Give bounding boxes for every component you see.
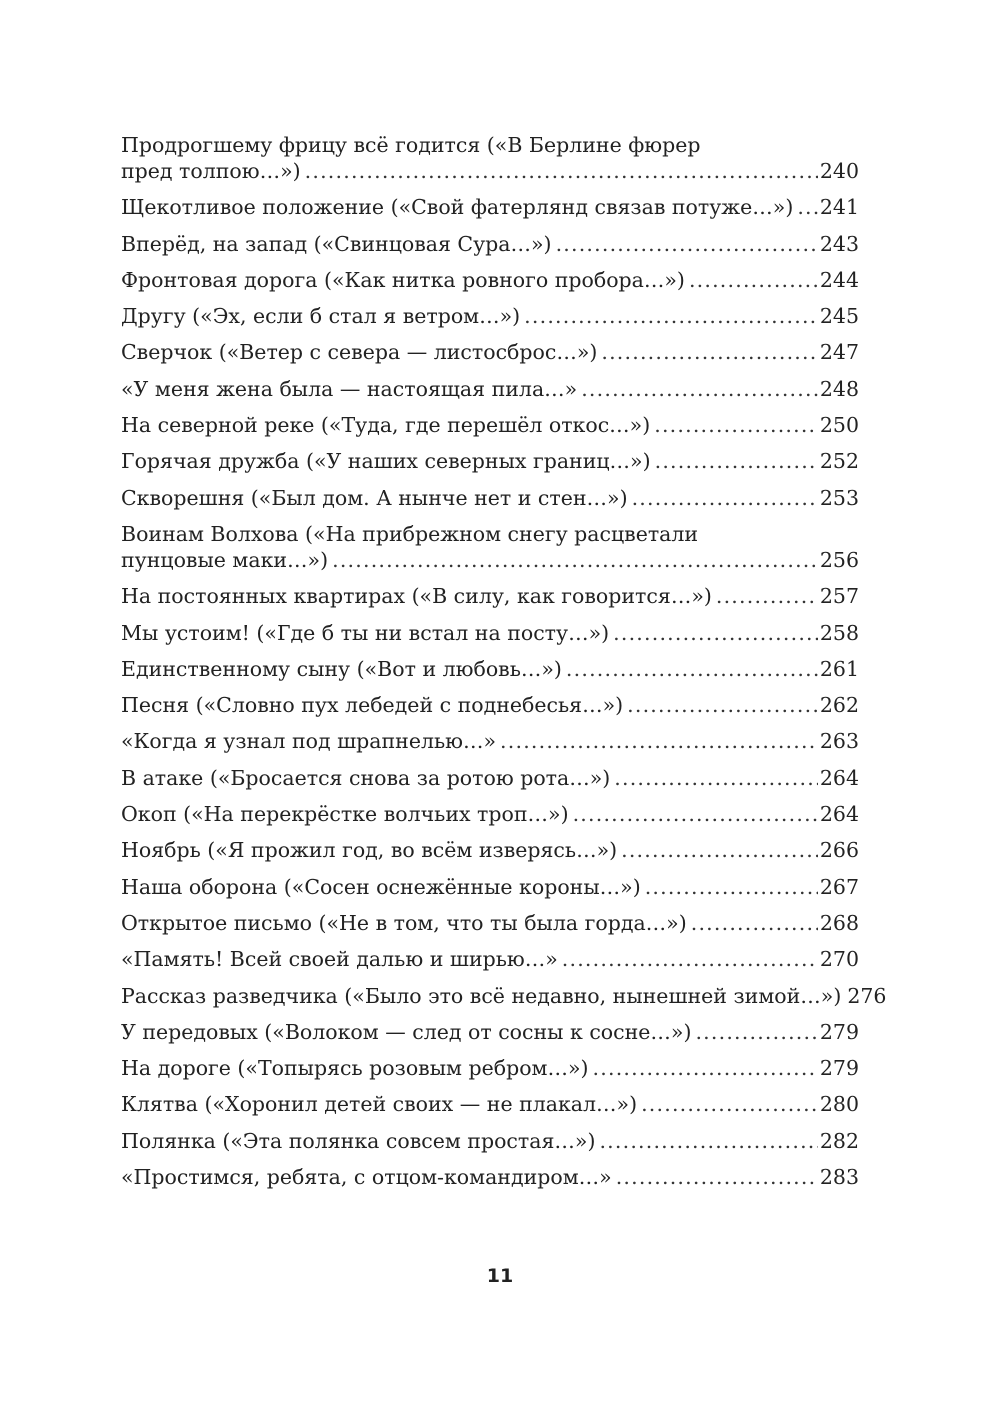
dot-leader bbox=[627, 692, 818, 718]
toc-entry-page: 280 bbox=[819, 1092, 859, 1117]
toc-entry-page: 264 bbox=[819, 802, 859, 827]
toc-entry-title: Наша оборона («Сосен оснежённые короны…») bbox=[121, 874, 641, 899]
toc-entry-page: 248 bbox=[819, 376, 859, 401]
toc-entry-title: Полянка («Эта полянка совсем простая…») bbox=[121, 1128, 596, 1153]
toc-entry-line bbox=[121, 583, 859, 609]
toc-entry bbox=[121, 910, 859, 936]
toc-entry-page: 247 bbox=[819, 340, 859, 365]
toc-entry-title-line: Воинам Волхова («На прибрежном снегу расцветали bbox=[121, 521, 699, 546]
toc-entry-title: Другу («Эх, если б стал я ветром…») bbox=[121, 304, 521, 329]
toc-entry-line bbox=[121, 376, 859, 402]
dot-leader bbox=[616, 1164, 818, 1190]
toc-entry-page: 258 bbox=[819, 620, 859, 645]
toc-entry bbox=[121, 1091, 859, 1117]
toc-entry-page: 253 bbox=[819, 485, 859, 510]
toc-entry-page: 243 bbox=[819, 231, 859, 256]
toc-entry-title: Фронтовая дорога («Как нитка ровного пробора…») bbox=[121, 267, 685, 292]
dot-leader bbox=[556, 231, 818, 257]
toc-entry-page: 283 bbox=[819, 1165, 859, 1190]
toc-entry-title: Щекотливое положение («Свой фатерлянд связав потуже…») bbox=[121, 195, 794, 220]
toc-entry-title: В атаке («Бросается снова за ротою рота…») bbox=[121, 765, 611, 790]
toc-entry-line bbox=[121, 267, 859, 293]
toc-entry-line bbox=[121, 339, 859, 365]
toc-entry-line bbox=[121, 837, 859, 863]
table-of-contents bbox=[121, 132, 887, 1200]
toc-entry-page: 268 bbox=[819, 910, 859, 935]
toc-entry bbox=[121, 376, 859, 402]
toc-entry-line bbox=[121, 656, 859, 682]
toc-entry-line bbox=[121, 692, 859, 718]
toc-entry-page: 279 bbox=[819, 1019, 859, 1044]
toc-entry-line bbox=[121, 1091, 859, 1117]
toc-entry-line bbox=[121, 946, 859, 972]
toc-entry bbox=[121, 656, 859, 682]
dot-leader bbox=[655, 448, 818, 474]
toc-entry-page: 264 bbox=[819, 765, 859, 790]
dot-leader bbox=[500, 728, 818, 754]
dot-leader bbox=[593, 1055, 818, 1081]
dot-leader bbox=[689, 267, 818, 293]
toc-entry-page: 262 bbox=[819, 693, 859, 718]
toc-entry bbox=[121, 231, 859, 257]
dot-leader bbox=[573, 801, 818, 827]
toc-entry-page: 266 bbox=[819, 838, 859, 863]
dot-leader bbox=[524, 303, 818, 329]
toc-entry-page: 256 bbox=[819, 547, 859, 572]
toc-entry bbox=[121, 1164, 859, 1190]
toc-entry bbox=[121, 583, 859, 609]
dot-leader bbox=[691, 910, 818, 936]
toc-entry-page: 279 bbox=[819, 1056, 859, 1081]
toc-entry bbox=[121, 412, 859, 438]
toc-entry bbox=[121, 983, 887, 1009]
toc-entry-page: 267 bbox=[819, 874, 859, 899]
toc-entry-title: На постоянных квартирах («В силу, как говорится…») bbox=[121, 584, 712, 609]
toc-entry-line bbox=[121, 547, 859, 573]
toc-entry-title: Песня («Словно пух лебедей с поднебесья…») bbox=[121, 693, 624, 718]
dot-leader bbox=[332, 547, 818, 573]
toc-entry-line bbox=[121, 620, 859, 646]
toc-entry-line bbox=[121, 874, 859, 900]
toc-entry-title: Горячая дружба («У наших северных границ…») bbox=[121, 449, 651, 474]
toc-entry-title: У передовых («Волоком — след от сосны к сосне…») bbox=[121, 1019, 692, 1044]
toc-entry bbox=[121, 521, 859, 573]
toc-entry-title: «Когда я узнал под шрапнелью…» bbox=[121, 729, 497, 754]
toc-entry-page: 276 bbox=[847, 983, 887, 1008]
toc-entry-page: 261 bbox=[819, 656, 859, 681]
toc-entry bbox=[121, 485, 859, 511]
toc-entry bbox=[121, 837, 859, 863]
toc-entry-page: 244 bbox=[819, 267, 859, 292]
toc-entry-page: 252 bbox=[819, 449, 859, 474]
toc-entry-line bbox=[121, 158, 859, 184]
dot-leader bbox=[613, 620, 818, 646]
toc-entry-title: Мы устоим! («Где б ты ни встал на посту…») bbox=[121, 620, 610, 645]
dot-leader bbox=[566, 656, 818, 682]
toc-entry-title: Ноябрь («Я прожил год, во всём изверясь…») bbox=[121, 838, 618, 863]
page-number: 11 bbox=[486, 1265, 514, 1287]
toc-entry bbox=[121, 1019, 859, 1045]
toc-entry bbox=[121, 132, 859, 184]
dot-leader bbox=[632, 485, 818, 511]
toc-entry-line bbox=[121, 801, 859, 827]
toc-entry-title: «Простимся, ребята, с отцом-командиром…» bbox=[121, 1165, 612, 1190]
toc-entry-title: На северной реке («Туда, где перешёл откос…») bbox=[121, 413, 651, 438]
dot-leader bbox=[641, 1091, 818, 1117]
toc-entry-title: пунцовые маки…») bbox=[121, 547, 329, 572]
toc-entry-title: Вперёд, на запад («Свинцовая Сура…») bbox=[121, 231, 552, 256]
toc-entry bbox=[121, 267, 859, 293]
toc-entry bbox=[121, 448, 859, 474]
toc-entry-line bbox=[121, 910, 859, 936]
dot-leader bbox=[305, 158, 818, 184]
toc-entry-line bbox=[121, 485, 859, 511]
toc-entry bbox=[121, 765, 859, 791]
dot-leader bbox=[601, 339, 817, 365]
toc-entry bbox=[121, 339, 859, 365]
toc-entry-line bbox=[121, 765, 859, 791]
toc-entry-title: Сверчок («Ветер с севера — листосброс…») bbox=[121, 340, 598, 365]
dot-leader bbox=[614, 765, 818, 791]
toc-entry bbox=[121, 801, 859, 827]
toc-entry-title: Рассказ разведчика («Было это всё недавно, нынешней зимой…») bbox=[121, 983, 842, 1008]
toc-entry-line bbox=[121, 231, 859, 257]
toc-entry-title-line: Продрогшему фрицу всё годится («В Берлине фюрер bbox=[121, 133, 701, 157]
dot-leader bbox=[695, 1019, 817, 1045]
dot-leader bbox=[599, 1128, 817, 1154]
toc-entry-page: 250 bbox=[819, 413, 859, 438]
toc-entry-line bbox=[121, 1164, 859, 1190]
toc-entry-line bbox=[121, 1128, 859, 1154]
toc-entry-title: «У меня жена была — настоящая пила…» bbox=[121, 376, 578, 401]
toc-entry-line bbox=[121, 448, 859, 474]
toc-entry bbox=[121, 692, 859, 718]
toc-entry-page: 263 bbox=[819, 729, 859, 754]
dot-leader bbox=[621, 837, 818, 863]
toc-entry bbox=[121, 874, 859, 900]
toc-entry-page: 257 bbox=[819, 584, 859, 609]
toc-entry-title: пред толпою…») bbox=[121, 159, 301, 183]
dot-leader bbox=[716, 583, 818, 609]
toc-entry bbox=[121, 1128, 859, 1154]
toc-entry-page: 240 bbox=[819, 159, 859, 183]
toc-entry-title: На дороге («Топырясь розовым ребром…») bbox=[121, 1056, 589, 1081]
toc-entry-line bbox=[121, 728, 859, 754]
toc-entry-title: Открытое письмо («Не в том, что ты была горда…») bbox=[121, 910, 687, 935]
toc-entry-title: Окоп («На перекрёстке волчьих троп…») bbox=[121, 802, 569, 827]
toc-entry bbox=[121, 620, 859, 646]
toc-entry-title: «Память! Всей своей далью и ширью…» bbox=[121, 947, 558, 972]
dot-leader bbox=[562, 946, 818, 972]
toc-entry-line bbox=[121, 412, 859, 438]
toc-entry-line bbox=[121, 983, 887, 1009]
toc-entry-page: 282 bbox=[819, 1128, 859, 1153]
toc-entry bbox=[121, 946, 859, 972]
toc-entry-line bbox=[121, 1019, 859, 1045]
toc-entry-line bbox=[121, 194, 859, 220]
dot-leader bbox=[645, 874, 818, 900]
toc-entry-title: Клятва («Хоронил детей своих — не плакал…») bbox=[121, 1092, 638, 1117]
toc-entry-title: Скворешня («Был дом. А нынче нет и стен…») bbox=[121, 485, 628, 510]
toc-entry bbox=[121, 303, 859, 329]
toc-entry bbox=[121, 728, 859, 754]
toc-entry-page: 245 bbox=[819, 304, 859, 329]
toc-entry-title: Единственному сыну («Вот и любовь…») bbox=[121, 656, 562, 681]
dot-leader bbox=[581, 376, 818, 402]
dot-leader bbox=[797, 194, 818, 220]
toc-entry-line bbox=[121, 1055, 859, 1081]
toc-entry-line bbox=[121, 303, 859, 329]
toc-entry-page: 270 bbox=[819, 947, 859, 972]
toc-entry bbox=[121, 194, 859, 220]
toc-entry-page: 241 bbox=[819, 195, 859, 220]
toc-entry bbox=[121, 1055, 859, 1081]
dot-leader bbox=[654, 412, 818, 438]
